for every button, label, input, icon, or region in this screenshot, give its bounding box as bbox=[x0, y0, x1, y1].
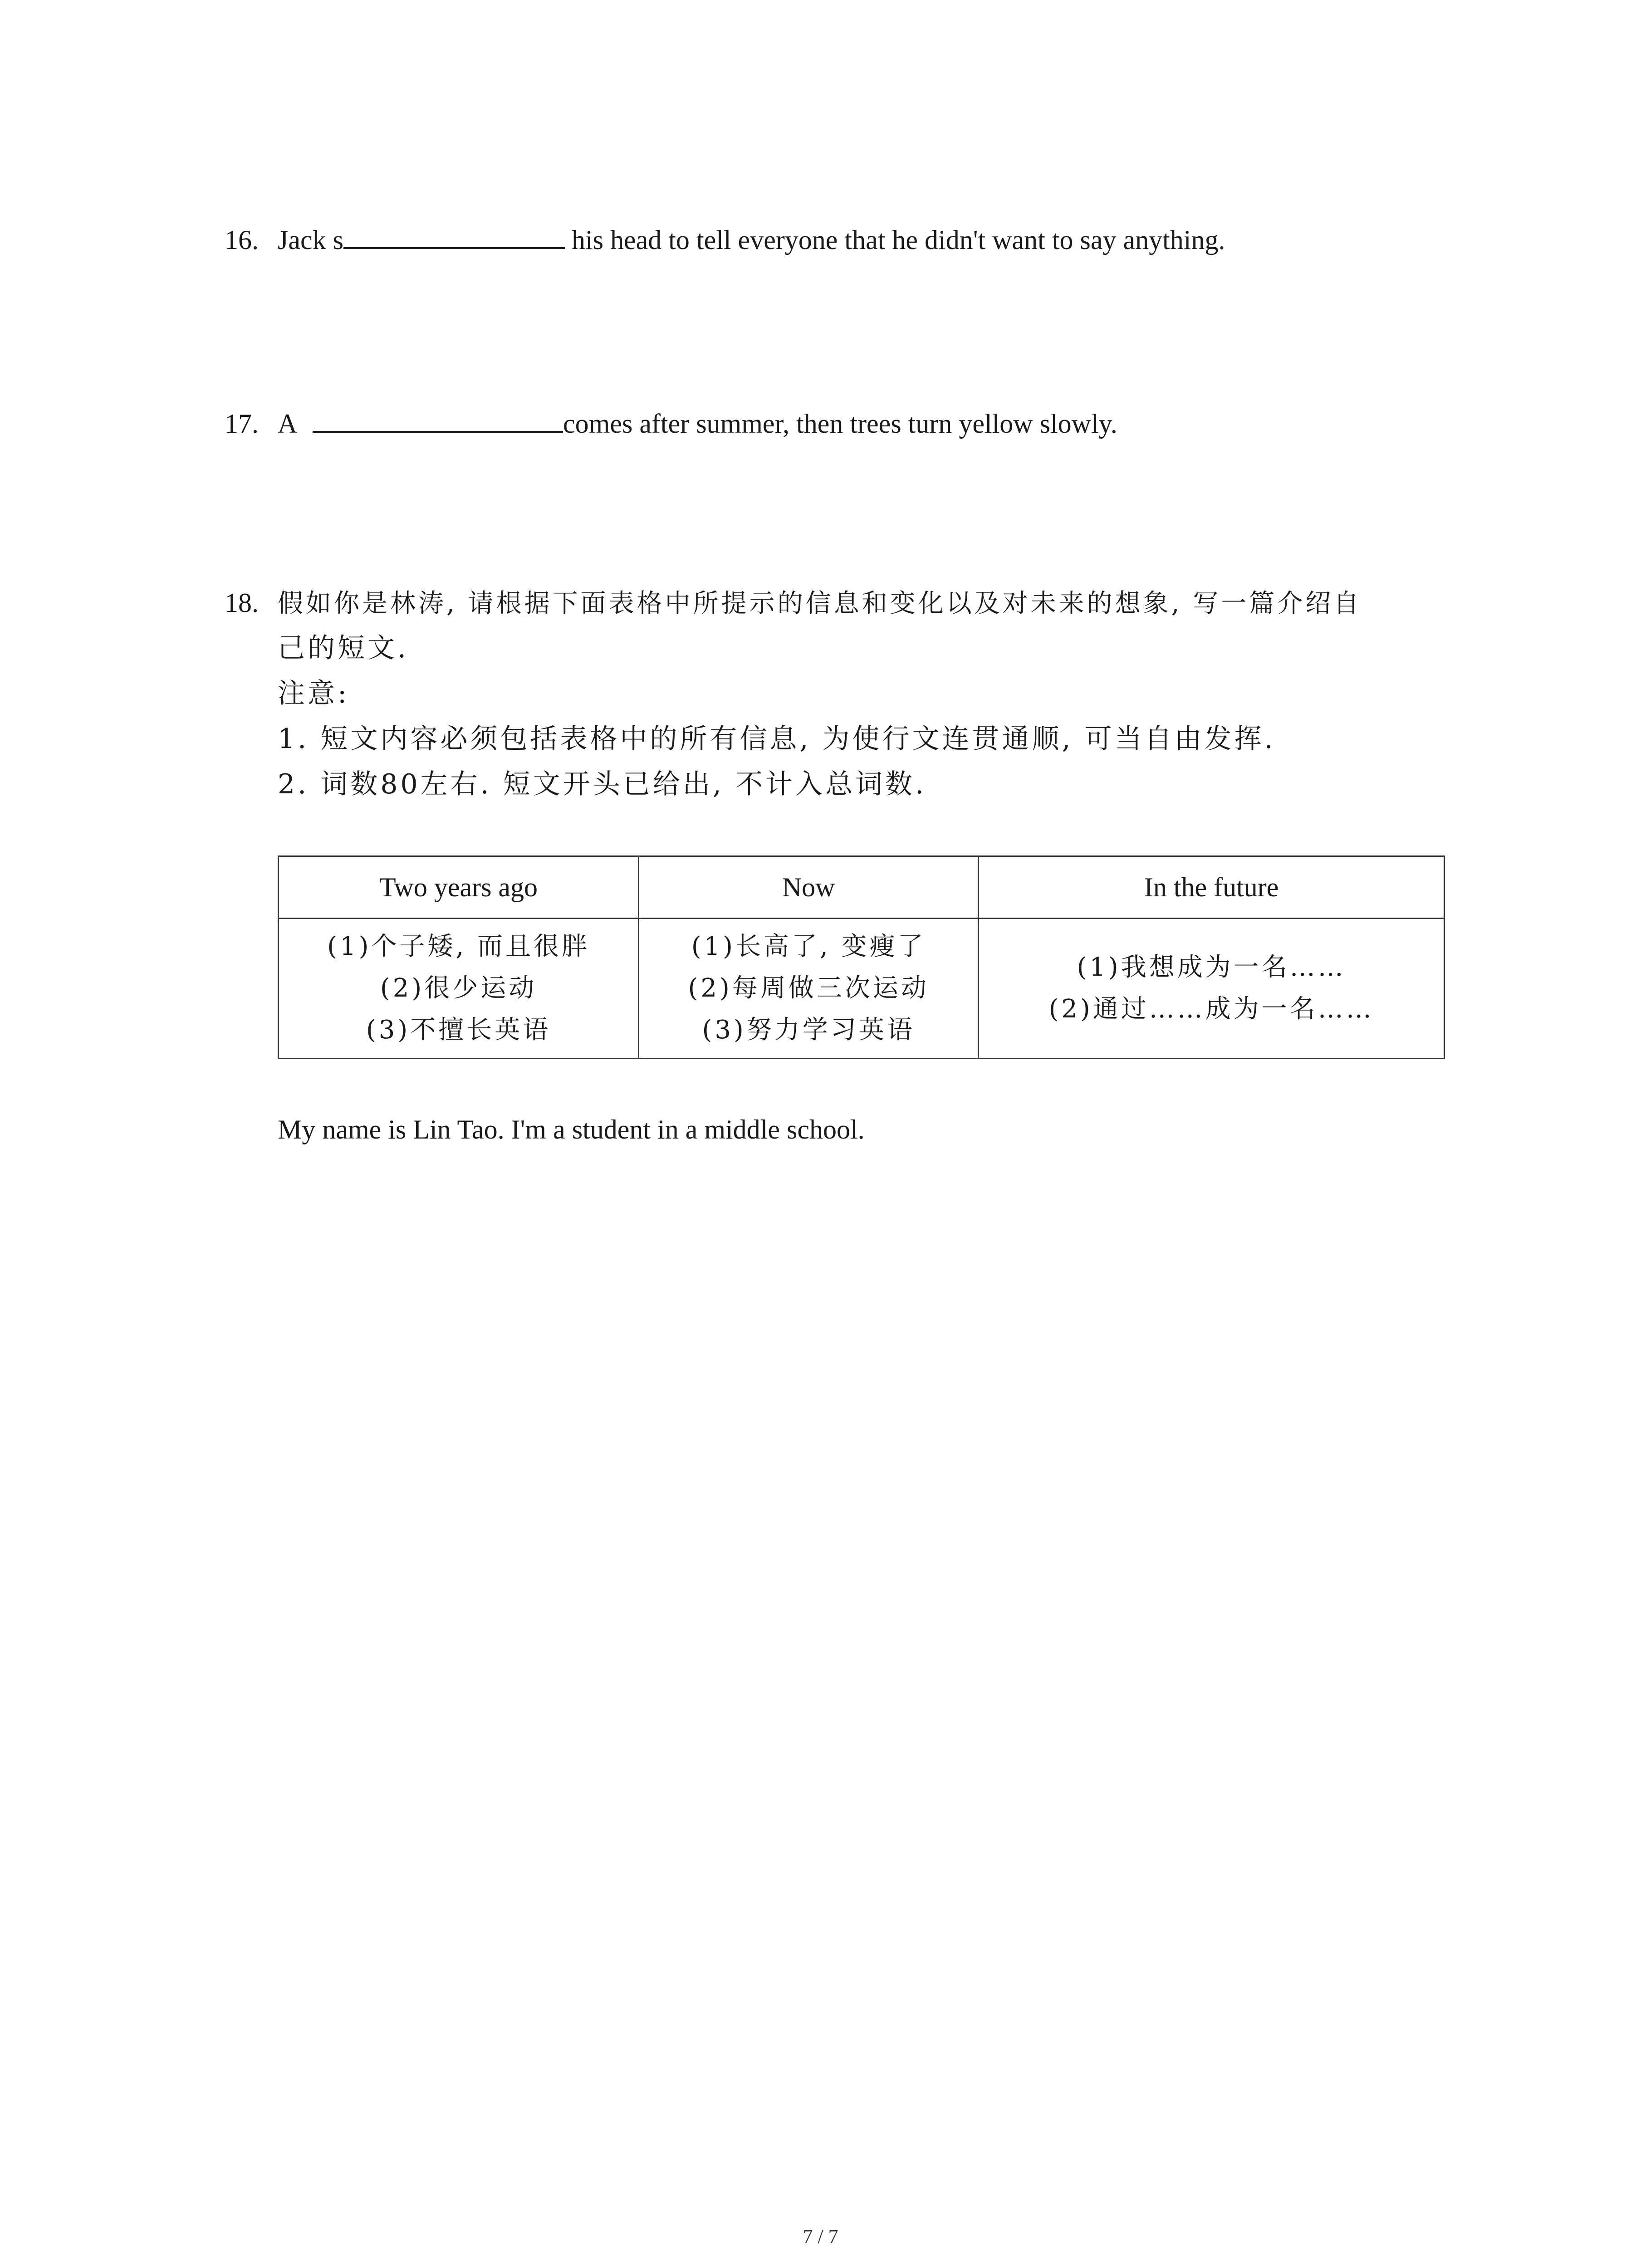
question-text-before: A bbox=[278, 409, 303, 439]
header-now: Now bbox=[639, 856, 979, 919]
cell-item: (2)通过……成为一名…… bbox=[1048, 994, 1374, 1024]
cell-item: (1)个子矮, 而且很胖 bbox=[327, 932, 590, 961]
note-label: 注意: bbox=[278, 678, 350, 709]
question-number: 18. bbox=[225, 588, 259, 618]
question-17 bbox=[225, 405, 1117, 442]
cell-item: (3)不擅长英语 bbox=[366, 1015, 551, 1045]
question-text-after: comes after summer, then trees turn yellow slowly. bbox=[563, 409, 1117, 439]
cell-future bbox=[979, 919, 1445, 1059]
question-text-after: his head to tell everyone that he didn't want to say anything. bbox=[564, 225, 1225, 255]
table-header-row bbox=[279, 856, 1445, 919]
question-16 bbox=[225, 221, 1225, 258]
cell-item: (1)我想成为一名…… bbox=[1077, 953, 1346, 982]
table-row bbox=[279, 919, 1445, 1059]
header-two-years-ago: Two years ago bbox=[279, 856, 639, 919]
question-number: 17. bbox=[225, 409, 259, 439]
cell-two-years-ago bbox=[279, 919, 639, 1059]
question-text-before: Jack s bbox=[278, 225, 343, 255]
cell-item: (1)长高了, 变瘦了 bbox=[691, 932, 926, 961]
note-item-1: 1. 短文内容必须包括表格中的所有信息, 为使行文连贯通顺, 可当自由发挥. bbox=[278, 723, 1276, 755]
answer-blank[interactable] bbox=[313, 405, 563, 433]
cell-item: (2)每周做三次运动 bbox=[688, 973, 929, 1003]
question-prompt: 假如你是林涛, 请根据下面表格中所提示的信息和变化以及对未来的想象, 写一篇介绍自 bbox=[278, 589, 1362, 618]
note-item-2: 2. 词数80左右. 短文开头已给出, 不计入总词数. bbox=[278, 768, 927, 800]
answer-blank[interactable] bbox=[343, 221, 565, 249]
page-number: 7 / 7 bbox=[803, 2225, 838, 2248]
header-future: In the future bbox=[979, 856, 1445, 919]
question-number: 16. bbox=[225, 225, 259, 255]
question-18-line-1 bbox=[225, 585, 1362, 622]
cell-item: (2)很少运动 bbox=[380, 973, 537, 1003]
info-table bbox=[278, 855, 1445, 1059]
cell-now bbox=[639, 919, 979, 1059]
cell-item: (3)努力学习英语 bbox=[702, 1015, 915, 1045]
essay-opening: My name is Lin Tao. I'm a student in a middle school. bbox=[278, 1114, 865, 1144]
question-prompt-continued: 己的短文. bbox=[278, 632, 409, 664]
